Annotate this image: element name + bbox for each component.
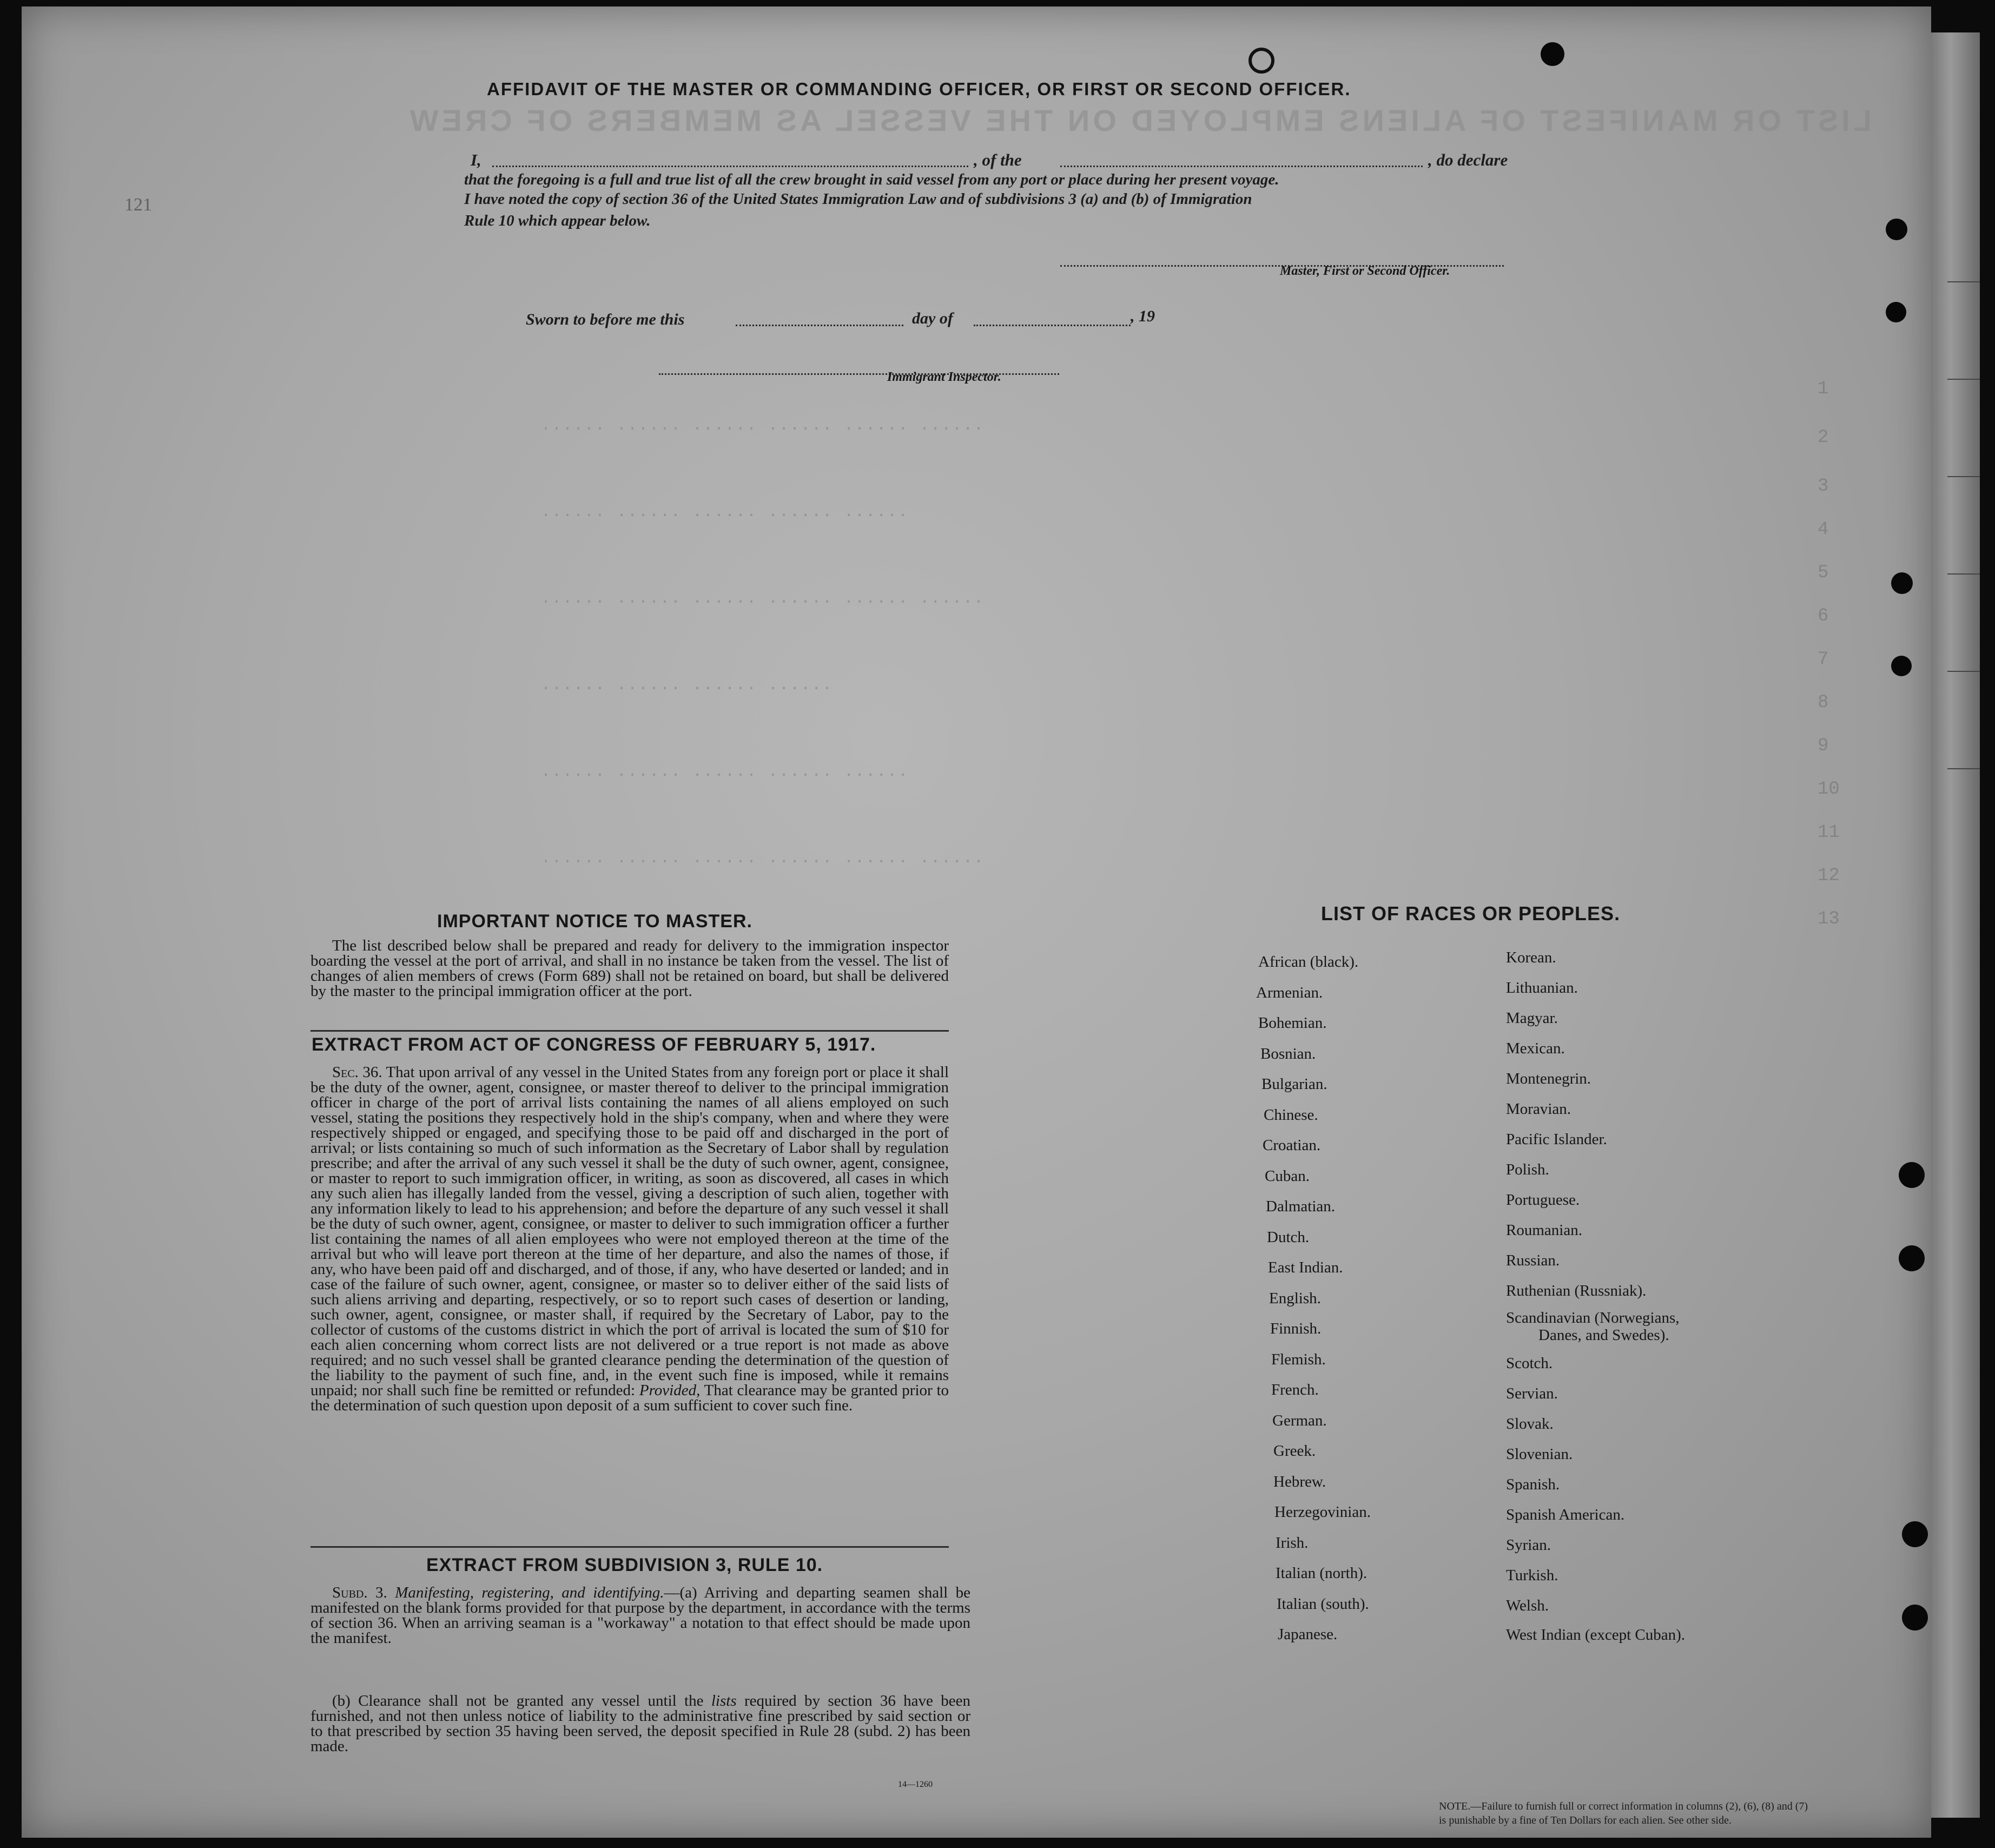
punch-hole [1891, 572, 1913, 594]
race-item-left: African (black). [1258, 953, 1359, 971]
race-item-right: Roumanian. [1506, 1222, 1582, 1239]
race-item-left: Cuban. [1265, 1167, 1310, 1185]
race-item-right: Mexican. [1506, 1040, 1565, 1057]
sworn-day-line [736, 325, 903, 326]
page-edge-strip [1931, 32, 1980, 1818]
subd-a-text [311, 1585, 970, 1646]
race-item-right: Scandinavian (Norwegians, [1506, 1309, 1680, 1326]
race-item-left: Bosnian. [1260, 1045, 1316, 1062]
race-item-right: Slovak. [1506, 1415, 1554, 1433]
sworn-label: Sworn to before me this [526, 311, 685, 328]
edge-line [1947, 281, 1980, 282]
sec-36-end: That clearance may be granted prior to the determination of such question upon deposit of a sum sufficient to cover such fine. [311, 1382, 949, 1414]
bleed-through-mark: 11 [1818, 822, 1840, 843]
bleed-through-mark: 9 [1818, 736, 1829, 756]
punch-hole [1886, 219, 1907, 240]
affidavit-line-4: Rule 10 which appear below. [464, 212, 651, 229]
race-item-left: Hebrew. [1273, 1473, 1326, 1490]
race-item-left: Flemish. [1271, 1350, 1326, 1368]
footnote-line-2: is punishable by a fine of Ten Dollars for each alien. See other side. [1439, 1814, 1732, 1826]
bleed-through-row: ...... ...... ...... ...... [541, 676, 834, 695]
race-item-left: Italian (south). [1277, 1595, 1369, 1613]
year-label: , 19 [1131, 307, 1155, 325]
race-item-right: Moravian. [1506, 1100, 1571, 1118]
vessel-fill-line [1060, 166, 1423, 167]
race-item-right: Polish. [1506, 1161, 1549, 1178]
race-item-left: Armenian. [1256, 984, 1323, 1001]
sec-36-body: That upon arrival of any vessel in the United States from any foreign port or place it shall be the duty of the owner, agent, consignee, or master thereof to deliver to the principal immigration officer in charge of the port of arrival lists containing the names of all aliens employed on such vessel, stating the positions they respectively hold in the ship's company, when and where they were respectively shipped or engaged, and specifying those to be paid off and discharged in the port of arrival; or lists containing so much of such information as the Secretary of Labor shall by regulation prescribe; and after the arrival of any such vessel it shall be the duty of such owner, agent, consignee, or master to report to such immigration officer, in writing, as soon as discovered, all cases in which any such alien has illegally landed from the vessel, giving a description of such alien, together with any information likely to lead to his apprehension; and before the departure of any such vessel it shall be the duty of such owner, agent, consignee, or master to deliver to such immigration officer a further list containing the names of all alien employees who were not employed thereon at the time of the arrival but who will leave port thereon at the time of her departure, and also the names of those, if any, who have been paid off and discharged, and of those, if any, who have deserted or landed; and in case of the failure of such owner, agent, consignee, or master so to deliver either of the said lists of such aliens arriving and departing, respectively, or so to report such cases of desertion or landing, such owner, agent, consignee, or master shall, if required by the Secretary of Labor, pay to the collector of customs of the customs district in which the port of arrival is located the sum of $10 for each alien concerning whom correct lists are not delivered or a true report is not made as above required; and no such vessel shall be granted clearance pending the determination of the question of the liability to the payment of such fine, and, in the event such fine is imposed, while it remains unpaid; nor shall such fine be remitted or refunded: [311, 1064, 949, 1399]
race-item-left: French. [1271, 1381, 1319, 1398]
sworn-month-line [974, 325, 1131, 326]
race-item-left: German. [1272, 1411, 1327, 1429]
affidavit-of-the: , of the [974, 150, 1022, 169]
race-item-left: Herzegovinian. [1274, 1503, 1371, 1521]
affidavit-i: I, [471, 150, 481, 169]
edge-line [1947, 768, 1980, 769]
bleed-through-mark: 10 [1818, 779, 1840, 800]
subd-label: Subd. 3. [332, 1584, 387, 1601]
race-item-right: West Indian (except Cuban). [1506, 1626, 1686, 1644]
punch-hole [1899, 1162, 1925, 1188]
race-item-right: Danes, and Swedes). [1538, 1326, 1669, 1344]
edge-line [1947, 476, 1980, 477]
extract-act-title: EXTRACT FROM ACT OF CONGRESS OF FEBRUARY 5, 1917. [312, 1034, 876, 1055]
affidavit-line-2: that the foregoing is a full and true list of all the crew brought in said vessel from any port or place during her present voyage. [464, 171, 1279, 188]
race-item-right: Portuguese. [1506, 1191, 1580, 1209]
section-rule [311, 1030, 949, 1032]
race-item-left: Dutch. [1267, 1228, 1310, 1246]
provided-word: Provided, [639, 1382, 701, 1399]
subd-title: Manifesting, registering, and identifying. [395, 1584, 664, 1601]
subd-b-end: required by section 36 have been furnished, and not then unless notice of liability to the administrative fine prescribed by said section or to that prescribed by section 35 having been served, the deposit specified in Rule 28 (subd. 2) has been made. [311, 1692, 971, 1755]
notice-title: IMPORTANT NOTICE TO MASTER. [437, 911, 752, 932]
bleed-through-mark: 8 [1818, 692, 1829, 713]
bleed-through-mark: 7 [1818, 649, 1829, 670]
race-item-left: Bulgarian. [1261, 1075, 1327, 1093]
bleed-through-mark: 12 [1818, 866, 1840, 886]
bleed-through-mark: 5 [1818, 563, 1829, 583]
notice-text: The list described below shall be prepared and ready for delivery to the immigration inspector boarding the vessel at the port of arrival, and shall in no instance be taken from the vessel. The list of changes of alien members of crews (Form 689) shall not be retained on board, but shall be delivered by the master to the principal immigration officer at the port. [311, 937, 949, 1000]
race-item-left: Bohemian. [1258, 1014, 1327, 1032]
section-rule [311, 1546, 949, 1548]
punch-hole [1902, 1605, 1928, 1631]
affidavit-declare: , do declare [1428, 150, 1508, 169]
race-item-left: Japanese. [1278, 1626, 1338, 1643]
race-item-right: Welsh. [1506, 1597, 1549, 1614]
bleed-through-mark: 1 [1818, 379, 1829, 399]
bleed-through-row: ...... ...... ...... ...... ...... ...... [541, 590, 985, 608]
bleed-through-mark: 6 [1818, 606, 1829, 626]
race-item-left: East Indian. [1268, 1259, 1343, 1276]
race-item-left: English. [1269, 1289, 1321, 1307]
bleed-through-row: ...... ...... ...... ...... ...... [541, 503, 909, 522]
race-item-right: Russian. [1506, 1252, 1560, 1269]
punch-hole [1899, 1245, 1925, 1271]
subd-a-body: —(a) Arriving and departing seamen shall be manifested on the blank forms provided for that purpose by the department, in accordance with the terms of section 36. When an arriving seaman is a "workaway" a notation to that effect should be made upon the manifest. [311, 1584, 970, 1647]
form-number: 14—1260 [898, 1780, 933, 1789]
race-item-right: Montenegrin. [1506, 1070, 1591, 1087]
race-item-right: Magyar. [1506, 1009, 1558, 1027]
bleed-through-mark: 3 [1818, 476, 1829, 497]
race-item-left: Greek. [1273, 1442, 1316, 1460]
bleed-through-title: LIST OR MANIFEST OF ALIENS EMPLOYED ON THE VESSEL AS MEMBERS OF CREW [406, 103, 1872, 137]
race-item-right: Syrian. [1506, 1536, 1551, 1554]
edge-line [1947, 671, 1980, 672]
punch-hole [1902, 1521, 1928, 1547]
footnote [1439, 1799, 1872, 1827]
races-title: LIST OF RACES OR PEOPLES. [1321, 902, 1621, 925]
race-item-right: Lithuanian. [1506, 979, 1578, 996]
race-item-left: Italian (north). [1276, 1565, 1368, 1582]
extract-act-text [311, 1065, 949, 1413]
bleed-through-row: ...... ...... ...... ...... ...... ...... [541, 849, 985, 868]
subd-b-text [311, 1693, 970, 1754]
bleed-through-mark: 4 [1818, 519, 1829, 540]
race-item-right: Slovenian. [1506, 1446, 1573, 1463]
document-page [22, 6, 1931, 1838]
race-item-left: Croatian. [1263, 1137, 1321, 1154]
punch-hole [1886, 302, 1906, 322]
race-item-right: Korean. [1506, 949, 1556, 966]
race-item-left: Irish. [1276, 1534, 1309, 1552]
punch-hole-ring [1248, 48, 1274, 74]
race-item-right: Turkish. [1506, 1567, 1558, 1584]
day-of-label: day of [912, 309, 953, 327]
race-item-left: Dalmatian. [1266, 1198, 1336, 1215]
extract-rule-title: EXTRACT FROM SUBDIVISION 3, RULE 10. [426, 1555, 823, 1575]
sec-label: Sec. 36. [332, 1064, 382, 1081]
race-item-left: Chinese. [1264, 1106, 1318, 1124]
bleed-through-mark: 13 [1818, 909, 1840, 929]
race-item-right: Pacific Islander. [1506, 1131, 1607, 1148]
race-item-left: Finnish. [1270, 1320, 1322, 1337]
footnote-line-1: NOTE.—Failure to furnish full or correct information in columns (2), (6), (8) and (7) [1439, 1800, 1808, 1812]
affidavit-line-3: I have noted the copy of section 36 of the United States Immigration Law and of subdivisions 3 (a) and (b) of Immigration [464, 190, 1252, 208]
race-item-right: Scotch. [1506, 1355, 1553, 1372]
edge-line [1947, 573, 1980, 575]
edge-line [1947, 379, 1980, 380]
punch-hole [1891, 656, 1912, 676]
lists-word: lists [711, 1692, 737, 1710]
race-item-right: Spanish. [1506, 1476, 1560, 1493]
race-item-right: Servian. [1506, 1385, 1558, 1402]
margin-mark: 121 [124, 195, 152, 215]
race-item-right: Ruthenian (Russniak). [1506, 1282, 1647, 1299]
name-fill-line [492, 166, 968, 167]
master-label: Master, First or Second Officer. [1280, 264, 1450, 278]
bleed-through-row: ...... ...... ...... ...... ...... ...... [541, 417, 985, 435]
affidavit-title: AFFIDAVIT OF THE MASTER OR COMMANDING OFFICER, OR FIRST OR SECOND OFFICER. [487, 79, 1351, 99]
subd-b-start: (b) Clearance shall not be granted any vessel until the [332, 1692, 704, 1710]
race-item-right: Spanish American. [1506, 1506, 1625, 1523]
bleed-through-mark: 2 [1818, 427, 1829, 448]
punch-hole [1541, 42, 1564, 66]
bleed-through-row: ...... ...... ...... ...... ...... [541, 763, 909, 781]
inspector-label: Immigrant Inspector. [887, 370, 1001, 384]
